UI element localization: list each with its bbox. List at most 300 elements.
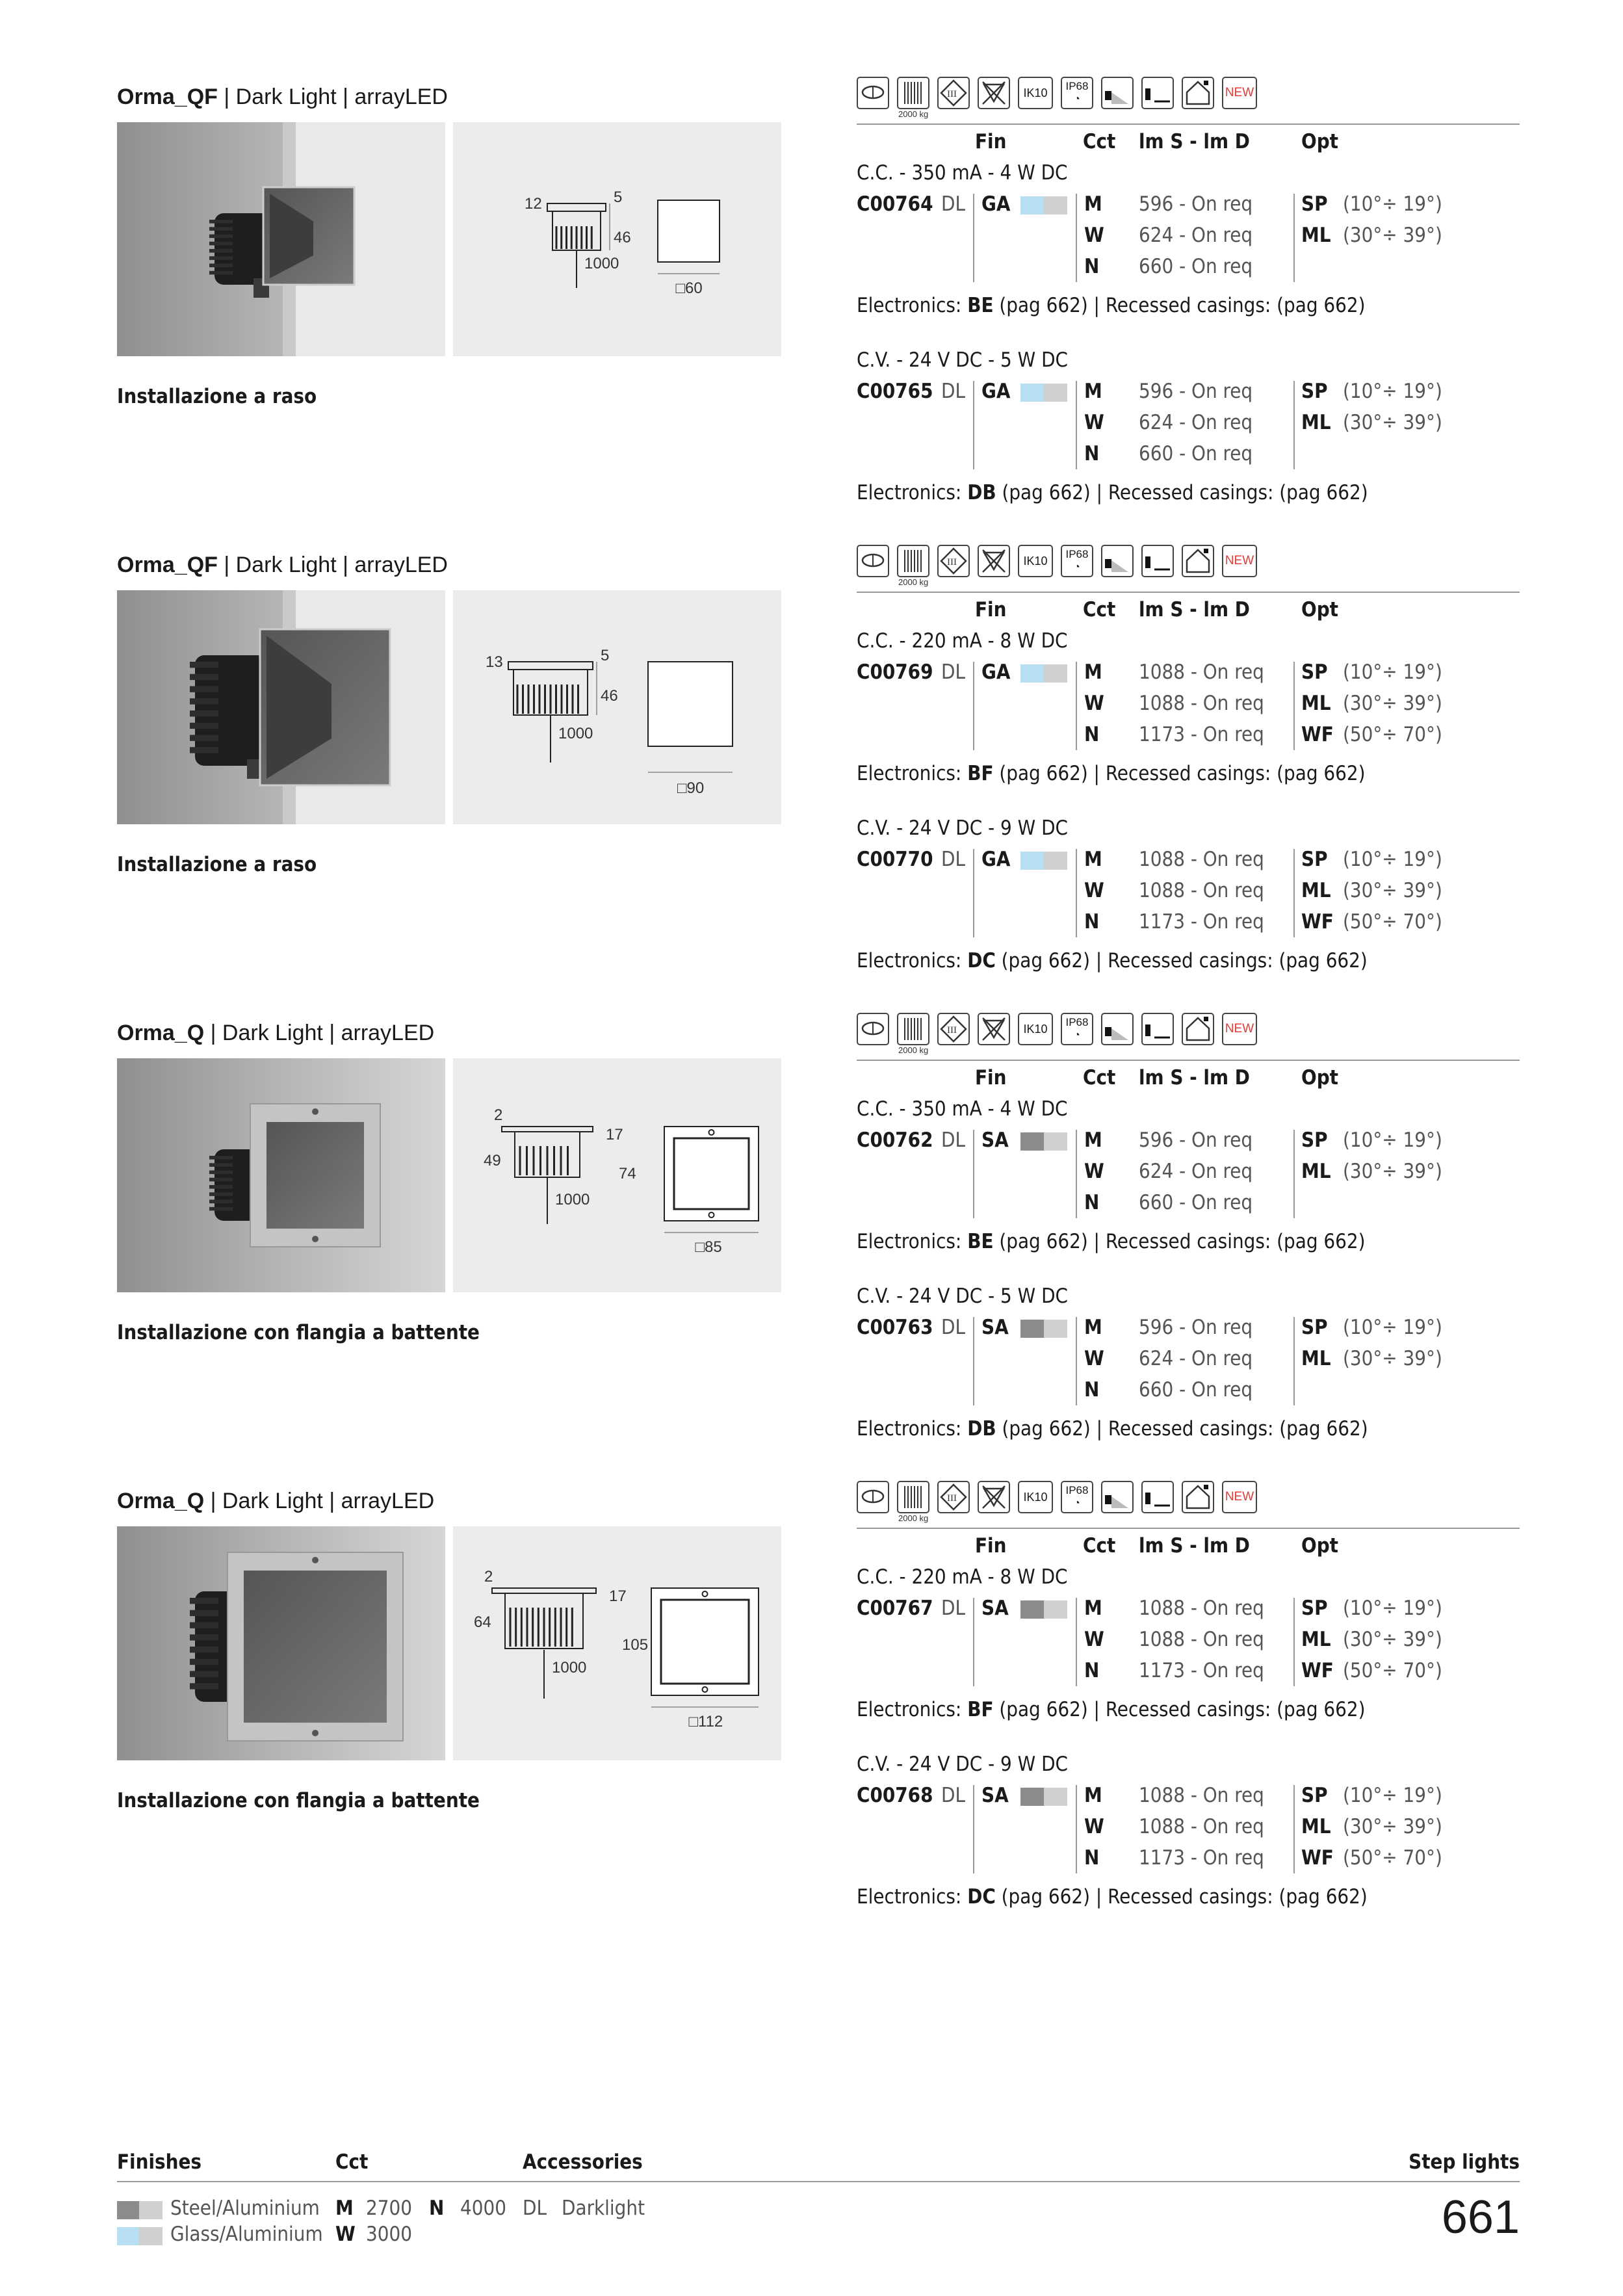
svg-text:49: 49 — [484, 1152, 501, 1169]
finish-code: GA — [981, 192, 1011, 216]
electronics-line — [857, 294, 1366, 317]
cct-code: M — [1084, 1597, 1102, 1620]
svg-text:□90: □90 — [677, 779, 705, 797]
optic-angle: (50°÷ 70°) — [1343, 910, 1442, 933]
optic-code: WF — [1301, 1659, 1334, 1682]
footer-rule — [117, 2181, 1520, 2182]
product-code: C00769 — [857, 660, 933, 684]
cct-code: W — [1084, 1815, 1104, 1838]
optic-code: SP — [1301, 1316, 1328, 1339]
optic-angle: (50°÷ 70°) — [1343, 1846, 1442, 1870]
svg-text:46: 46 — [601, 687, 618, 705]
product-title-name: Orma_Q — [117, 1489, 205, 1513]
cct-code: N — [1084, 1191, 1100, 1214]
optic-angle: (50°÷ 70°) — [1343, 1659, 1442, 1682]
svg-text:III: III — [947, 89, 957, 99]
product-code: C00765 — [857, 380, 933, 403]
house-icon — [1182, 1013, 1214, 1045]
electronics-refs: (pag 662) | Recessed casings: (pag 662) — [995, 949, 1368, 972]
feature-icons — [857, 1013, 1520, 1053]
electronics-label: Electronics: — [857, 294, 968, 317]
footer-accessories-label: Accessories — [523, 2150, 643, 2174]
lumen-value: 1088 - On req — [1139, 879, 1264, 902]
finish-swatch-b — [1044, 1132, 1067, 1151]
opt-divider — [1293, 381, 1295, 469]
finish-code: SA — [981, 1597, 1009, 1620]
header-cct: Cct — [1083, 598, 1116, 621]
product-photo — [117, 1526, 445, 1760]
optic-code: WF — [1301, 723, 1334, 746]
optic-code: WF — [1301, 910, 1334, 933]
ip-drop-icon: ◔ — [1074, 1030, 1080, 1041]
product-section — [0, 936, 1623, 1441]
new-badge: NEW — [1222, 1481, 1257, 1513]
opt-divider — [1293, 1785, 1295, 1873]
optic-angle: (10°÷ 19°) — [1343, 192, 1442, 216]
finish-swatch-a — [1020, 852, 1044, 870]
header-rule — [857, 592, 1520, 593]
optic-code: ML — [1301, 879, 1331, 902]
footer-cct-label: Cct — [335, 2150, 369, 2174]
lumen-value: 624 - On req — [1139, 224, 1253, 247]
svg-text:□60: □60 — [675, 280, 703, 297]
header-cct: Cct — [1083, 130, 1116, 153]
cct-code: M — [1084, 1316, 1102, 1339]
fin-divider — [973, 849, 974, 937]
finish-swatch-a — [1020, 1788, 1044, 1806]
svg-text:□112: □112 — [688, 1713, 723, 1730]
technical-drawing — [453, 1058, 781, 1292]
electronics-refs: (pag 662) | Recessed casings: (pag 662) — [996, 1417, 1368, 1441]
product-title — [117, 553, 448, 578]
optic-code: SP — [1301, 192, 1328, 216]
ip-rating-icon — [1061, 545, 1093, 577]
optic-code: ML — [1301, 411, 1331, 434]
class-iii-icon — [937, 1013, 970, 1045]
footer-finishes-label: Finishes — [117, 2150, 202, 2174]
electronics-code: BF — [967, 1698, 994, 1721]
finish-code: SA — [981, 1128, 1009, 1152]
ip-drop-icon: ◔ — [1074, 562, 1080, 573]
header-opt: Opt — [1301, 130, 1339, 153]
class-iii-icon — [937, 545, 970, 577]
rotation-icon — [857, 77, 889, 109]
darklight-code: DL — [941, 848, 966, 871]
lumen-value: 1088 - On req — [1139, 1628, 1264, 1651]
rotation-icon — [857, 1481, 889, 1513]
optic-code: SP — [1301, 1128, 1328, 1152]
svg-text:III: III — [947, 1025, 957, 1036]
optic-angle: (30°÷ 39°) — [1343, 224, 1442, 247]
electronics-line — [857, 1885, 1368, 1909]
installation-type: Installazione a raso — [117, 853, 317, 876]
cct-code: M — [1084, 848, 1102, 871]
svg-text:2: 2 — [484, 1568, 493, 1585]
opt-divider — [1293, 1130, 1295, 1218]
ip-drop-icon: ◔ — [1074, 94, 1080, 105]
lumen-value: 1088 - On req — [1139, 660, 1264, 684]
load-rating-label: 2000 kg — [898, 109, 929, 119]
technical-drawing — [453, 590, 781, 824]
product-title-name: Orma_Q — [117, 1021, 205, 1045]
lumen-value: 1088 - On req — [1139, 692, 1264, 715]
finish-swatch-a — [1020, 664, 1044, 683]
svg-text:5: 5 — [601, 647, 610, 664]
ip-rating-icon — [1061, 1013, 1093, 1045]
dl-code: DL — [523, 2197, 547, 2220]
cct-code: W — [1084, 692, 1104, 715]
cct-code: W — [1084, 1160, 1104, 1183]
header-cct: Cct — [1083, 1534, 1116, 1558]
lumen-value: 660 - On req — [1139, 1378, 1253, 1402]
lumen-value: 1088 - On req — [1139, 848, 1264, 871]
svg-text:17: 17 — [606, 1126, 623, 1143]
svg-text:105: 105 — [622, 1636, 649, 1654]
ip-rating-label: IP68 — [1065, 548, 1089, 560]
cct-code: W — [1084, 879, 1104, 902]
optic-code: ML — [1301, 224, 1331, 247]
electronics-line — [857, 1698, 1366, 1721]
fin-divider — [973, 1785, 974, 1873]
cct-code: N — [1084, 1846, 1100, 1870]
optic-angle: (10°÷ 19°) — [1343, 1597, 1442, 1620]
ip-drop-icon: ◔ — [1074, 1498, 1080, 1509]
svg-text:1000: 1000 — [558, 725, 593, 742]
ip-rating-label: IP68 — [1065, 1016, 1089, 1028]
product-title — [117, 85, 448, 110]
svg-text:74: 74 — [619, 1165, 636, 1182]
lumen-value: 660 - On req — [1139, 442, 1253, 465]
svg-text:13: 13 — [486, 653, 503, 671]
no-glare-icon — [978, 77, 1010, 109]
product-code: C00768 — [857, 1784, 933, 1807]
lumen-value: 596 - On req — [1139, 380, 1253, 403]
cct-divider — [1076, 1785, 1077, 1873]
new-badge: NEW — [1222, 77, 1257, 109]
installation-type: Installazione con flangia a battente — [117, 1789, 480, 1812]
fin-divider — [973, 1317, 974, 1405]
lumen-value: 1173 - On req — [1139, 723, 1264, 746]
cct-code: W — [1084, 1347, 1104, 1370]
product-code: C00762 — [857, 1128, 933, 1152]
cct-code: N — [1084, 1659, 1100, 1682]
ik-rating-icon: IK10 — [1018, 1013, 1053, 1045]
darklight-code: DL — [941, 1316, 966, 1339]
electronics-code: DC — [967, 1885, 996, 1909]
header-lm: lm S - lm D — [1139, 598, 1250, 621]
feature-icons — [857, 545, 1520, 585]
cct-code: W — [1084, 411, 1104, 434]
electronics-code: DC — [967, 949, 996, 972]
finish-code: GA — [981, 660, 1011, 684]
optic-code: ML — [1301, 692, 1331, 715]
optic-angle: (10°÷ 19°) — [1343, 1784, 1442, 1807]
cct-code: M — [1084, 192, 1102, 216]
optic-code: ML — [1301, 1815, 1331, 1838]
electronics-refs: (pag 662) | Recessed casings: (pag 662) — [993, 1698, 1366, 1721]
header-fin: Fin — [975, 1066, 1007, 1089]
lumen-value: 1088 - On req — [1139, 1784, 1264, 1807]
beam-down-icon — [1101, 1481, 1134, 1513]
no-glare-icon — [978, 1013, 1010, 1045]
optic-angle: (30°÷ 39°) — [1343, 1160, 1442, 1183]
product-section — [0, 0, 1623, 504]
header-lm: lm S - lm D — [1139, 1066, 1250, 1089]
fin-divider — [973, 1130, 974, 1218]
optic-angle: (50°÷ 70°) — [1343, 723, 1442, 746]
optic-angle: (30°÷ 39°) — [1343, 1628, 1442, 1651]
finish-swatch-b — [1044, 196, 1067, 215]
electronics-code: BE — [967, 1230, 994, 1253]
step-light-icon — [1141, 545, 1174, 577]
technical-drawing — [453, 1526, 781, 1760]
header-opt: Opt — [1301, 1066, 1339, 1089]
cct-m-value: 2700 — [366, 2197, 412, 2220]
cct-divider — [1076, 194, 1077, 282]
installation-type: Installazione con flangia a battente — [117, 1321, 480, 1344]
header-opt: Opt — [1301, 1534, 1339, 1558]
cct-code: M — [1084, 660, 1102, 684]
supply-spec: C.V. - 24 V DC - 9 W DC — [857, 1753, 1069, 1776]
finish-glass-swatch-blue — [117, 2227, 139, 2245]
opt-divider — [1293, 849, 1295, 937]
finish-swatch-b — [1044, 852, 1067, 870]
step-light-icon — [1141, 1013, 1174, 1045]
beam-down-icon — [1101, 77, 1134, 109]
electronics-refs: (pag 662) | Recessed casings: (pag 662) — [996, 481, 1368, 504]
svg-text:1000: 1000 — [552, 1659, 587, 1676]
ip-rating-icon — [1061, 1481, 1093, 1513]
electronics-code: DB — [967, 481, 996, 504]
finish-swatch-b — [1044, 664, 1067, 683]
load-rating-label: 2000 kg — [898, 1045, 929, 1055]
cct-n-code: N — [429, 2197, 445, 2220]
opt-divider — [1293, 1598, 1295, 1686]
cct-w-value: 3000 — [366, 2223, 412, 2246]
electronics-code: BF — [967, 762, 994, 785]
electronics-line — [857, 762, 1366, 785]
optic-angle: (10°÷ 19°) — [1343, 848, 1442, 871]
cct-code: N — [1084, 1378, 1100, 1402]
load-icon — [897, 77, 929, 109]
header-rule — [857, 1528, 1520, 1529]
page-number: 661 — [1441, 2191, 1520, 2243]
product-photo — [117, 122, 445, 356]
product-code: C00767 — [857, 1597, 933, 1620]
opt-divider — [1293, 194, 1295, 282]
finish-swatch-a — [1020, 1132, 1044, 1151]
header-rule — [857, 124, 1520, 125]
load-rating-label: 2000 kg — [898, 1513, 929, 1523]
lumen-value: 1173 - On req — [1139, 1846, 1264, 1870]
electronics-label: Electronics: — [857, 481, 968, 504]
finish-steel-swatch-dark — [117, 2201, 139, 2219]
cct-n-value: 4000 — [460, 2197, 506, 2220]
finish-swatch-b — [1044, 384, 1067, 402]
electronics-refs: (pag 662) | Recessed casings: (pag 662) — [993, 1230, 1366, 1253]
load-rating-label: 2000 kg — [898, 577, 929, 587]
no-glare-icon — [978, 545, 1010, 577]
supply-spec: C.C. - 220 mA - 8 W DC — [857, 629, 1068, 653]
cct-w-code: W — [335, 2223, 356, 2246]
electronics-label: Electronics: — [857, 1417, 968, 1441]
darklight-code: DL — [941, 660, 966, 684]
lumen-value: 1173 - On req — [1139, 910, 1264, 933]
opt-divider — [1293, 1317, 1295, 1405]
svg-text:2: 2 — [494, 1106, 503, 1124]
ip-rating-label: IP68 — [1065, 80, 1089, 92]
supply-spec: C.C. - 350 mA - 4 W DC — [857, 1097, 1068, 1121]
optic-code: SP — [1301, 1784, 1328, 1807]
lumen-value: 596 - On req — [1139, 192, 1253, 216]
feature-icons — [857, 1481, 1520, 1521]
cct-code: N — [1084, 910, 1100, 933]
finish-code: GA — [981, 848, 1011, 871]
no-glare-icon — [978, 1481, 1010, 1513]
cct-code: W — [1084, 224, 1104, 247]
electronics-refs: (pag 662) | Recessed casings: (pag 662) — [993, 294, 1366, 317]
finish-swatch-a — [1020, 384, 1044, 402]
rotation-icon — [857, 1013, 889, 1045]
supply-spec: C.V. - 24 V DC - 5 W DC — [857, 348, 1069, 372]
electronics-code: DB — [967, 1417, 996, 1441]
finish-steel-label: Steel/Aluminium — [170, 2197, 320, 2220]
header-lm: lm S - lm D — [1139, 130, 1250, 153]
lumen-value: 660 - On req — [1139, 255, 1253, 278]
electronics-code: BE — [967, 294, 994, 317]
product-section — [0, 1404, 1623, 1909]
fin-divider — [973, 662, 974, 750]
lumen-value: 624 - On req — [1139, 1160, 1253, 1183]
darklight-code: DL — [941, 1128, 966, 1152]
house-icon — [1182, 77, 1214, 109]
svg-text:III: III — [947, 557, 957, 567]
optic-code: SP — [1301, 1597, 1328, 1620]
header-cct: Cct — [1083, 1066, 1116, 1089]
cct-code: N — [1084, 442, 1100, 465]
svg-text:5: 5 — [614, 189, 623, 206]
cct-code: W — [1084, 1628, 1104, 1651]
cct-code: M — [1084, 1784, 1102, 1807]
rotation-icon — [857, 545, 889, 577]
optic-code: ML — [1301, 1347, 1331, 1370]
lumen-value: 1088 - On req — [1139, 1597, 1264, 1620]
lumen-value: 624 - On req — [1139, 411, 1253, 434]
lumen-value: 596 - On req — [1139, 1316, 1253, 1339]
header-fin: Fin — [975, 130, 1007, 153]
finish-glass-swatch-grey — [139, 2227, 162, 2245]
beam-down-icon — [1101, 545, 1134, 577]
footer-section-label: Step lights — [1409, 2150, 1520, 2174]
new-badge: NEW — [1222, 1013, 1257, 1045]
optic-angle: (10°÷ 19°) — [1343, 380, 1442, 403]
cct-code: N — [1084, 255, 1100, 278]
svg-text:1000: 1000 — [555, 1191, 590, 1208]
cct-divider — [1076, 1598, 1077, 1686]
finish-code: SA — [981, 1316, 1009, 1339]
product-title-name: Orma_QF — [117, 553, 218, 577]
feature-icons — [857, 77, 1520, 117]
svg-text:III: III — [947, 1493, 957, 1504]
electronics-label: Electronics: — [857, 1698, 968, 1721]
cct-divider — [1076, 1130, 1077, 1218]
step-light-icon — [1141, 1481, 1174, 1513]
svg-text:64: 64 — [474, 1613, 491, 1631]
product-code: C00763 — [857, 1316, 933, 1339]
optic-code: ML — [1301, 1160, 1331, 1183]
product-title-rest: | Dark Light | arrayLED — [217, 85, 448, 109]
dl-label: Darklight — [562, 2197, 645, 2220]
supply-spec: C.V. - 24 V DC - 5 W DC — [857, 1285, 1069, 1308]
supply-spec: C.C. - 350 mA - 4 W DC — [857, 161, 1068, 185]
beam-down-icon — [1101, 1013, 1134, 1045]
product-title-rest: | Dark Light | arrayLED — [204, 1021, 435, 1045]
lumen-value: 1173 - On req — [1139, 1659, 1264, 1682]
finish-steel-swatch-light — [139, 2201, 162, 2219]
supply-spec: C.C. - 220 mA - 8 W DC — [857, 1565, 1068, 1589]
darklight-code: DL — [941, 1597, 966, 1620]
header-rule — [857, 1060, 1520, 1061]
cct-code: M — [1084, 380, 1102, 403]
electronics-label: Electronics: — [857, 949, 968, 972]
finish-glass-label: Glass/Aluminium — [170, 2223, 323, 2246]
house-icon — [1182, 1481, 1214, 1513]
finish-code: SA — [981, 1784, 1009, 1807]
opt-divider — [1293, 662, 1295, 750]
header-fin: Fin — [975, 598, 1007, 621]
optic-code: WF — [1301, 1846, 1334, 1870]
cct-code: M — [1084, 1128, 1102, 1152]
svg-text:1000: 1000 — [584, 255, 619, 272]
finish-swatch-a — [1020, 1320, 1044, 1338]
ip-rating-label: IP68 — [1065, 1484, 1089, 1496]
optic-angle: (30°÷ 39°) — [1343, 879, 1442, 902]
product-title-name: Orma_QF — [117, 85, 218, 109]
house-icon — [1182, 545, 1214, 577]
darklight-code: DL — [941, 192, 966, 216]
optic-code: SP — [1301, 848, 1328, 871]
electronics-line — [857, 1230, 1366, 1253]
header-fin: Fin — [975, 1534, 1007, 1558]
svg-text:12: 12 — [525, 195, 542, 213]
optic-angle: (10°÷ 19°) — [1343, 660, 1442, 684]
optic-code: SP — [1301, 380, 1328, 403]
lumen-value: 660 - On req — [1139, 1191, 1253, 1214]
product-title — [117, 1021, 434, 1046]
cct-code: N — [1084, 723, 1100, 746]
product-title — [117, 1489, 434, 1514]
finish-swatch-a — [1020, 1600, 1044, 1619]
optic-angle: (30°÷ 39°) — [1343, 411, 1442, 434]
fin-divider — [973, 381, 974, 469]
load-icon — [897, 1481, 929, 1513]
finish-code: GA — [981, 380, 1011, 403]
installation-type: Installazione a raso — [117, 385, 317, 408]
finish-swatch-b — [1044, 1320, 1067, 1338]
electronics-label: Electronics: — [857, 1230, 968, 1253]
product-code: C00770 — [857, 848, 933, 871]
svg-text:46: 46 — [614, 229, 631, 246]
svg-text:17: 17 — [609, 1587, 627, 1605]
cct-m-code: M — [335, 2197, 354, 2220]
lumen-value: 624 - On req — [1139, 1347, 1253, 1370]
cct-divider — [1076, 381, 1077, 469]
electronics-refs: (pag 662) | Recessed casings: (pag 662) — [995, 1885, 1368, 1909]
product-photo — [117, 590, 445, 824]
darklight-code: DL — [941, 1784, 966, 1807]
optic-angle: (30°÷ 39°) — [1343, 1347, 1442, 1370]
lumen-value: 1088 - On req — [1139, 1815, 1264, 1838]
